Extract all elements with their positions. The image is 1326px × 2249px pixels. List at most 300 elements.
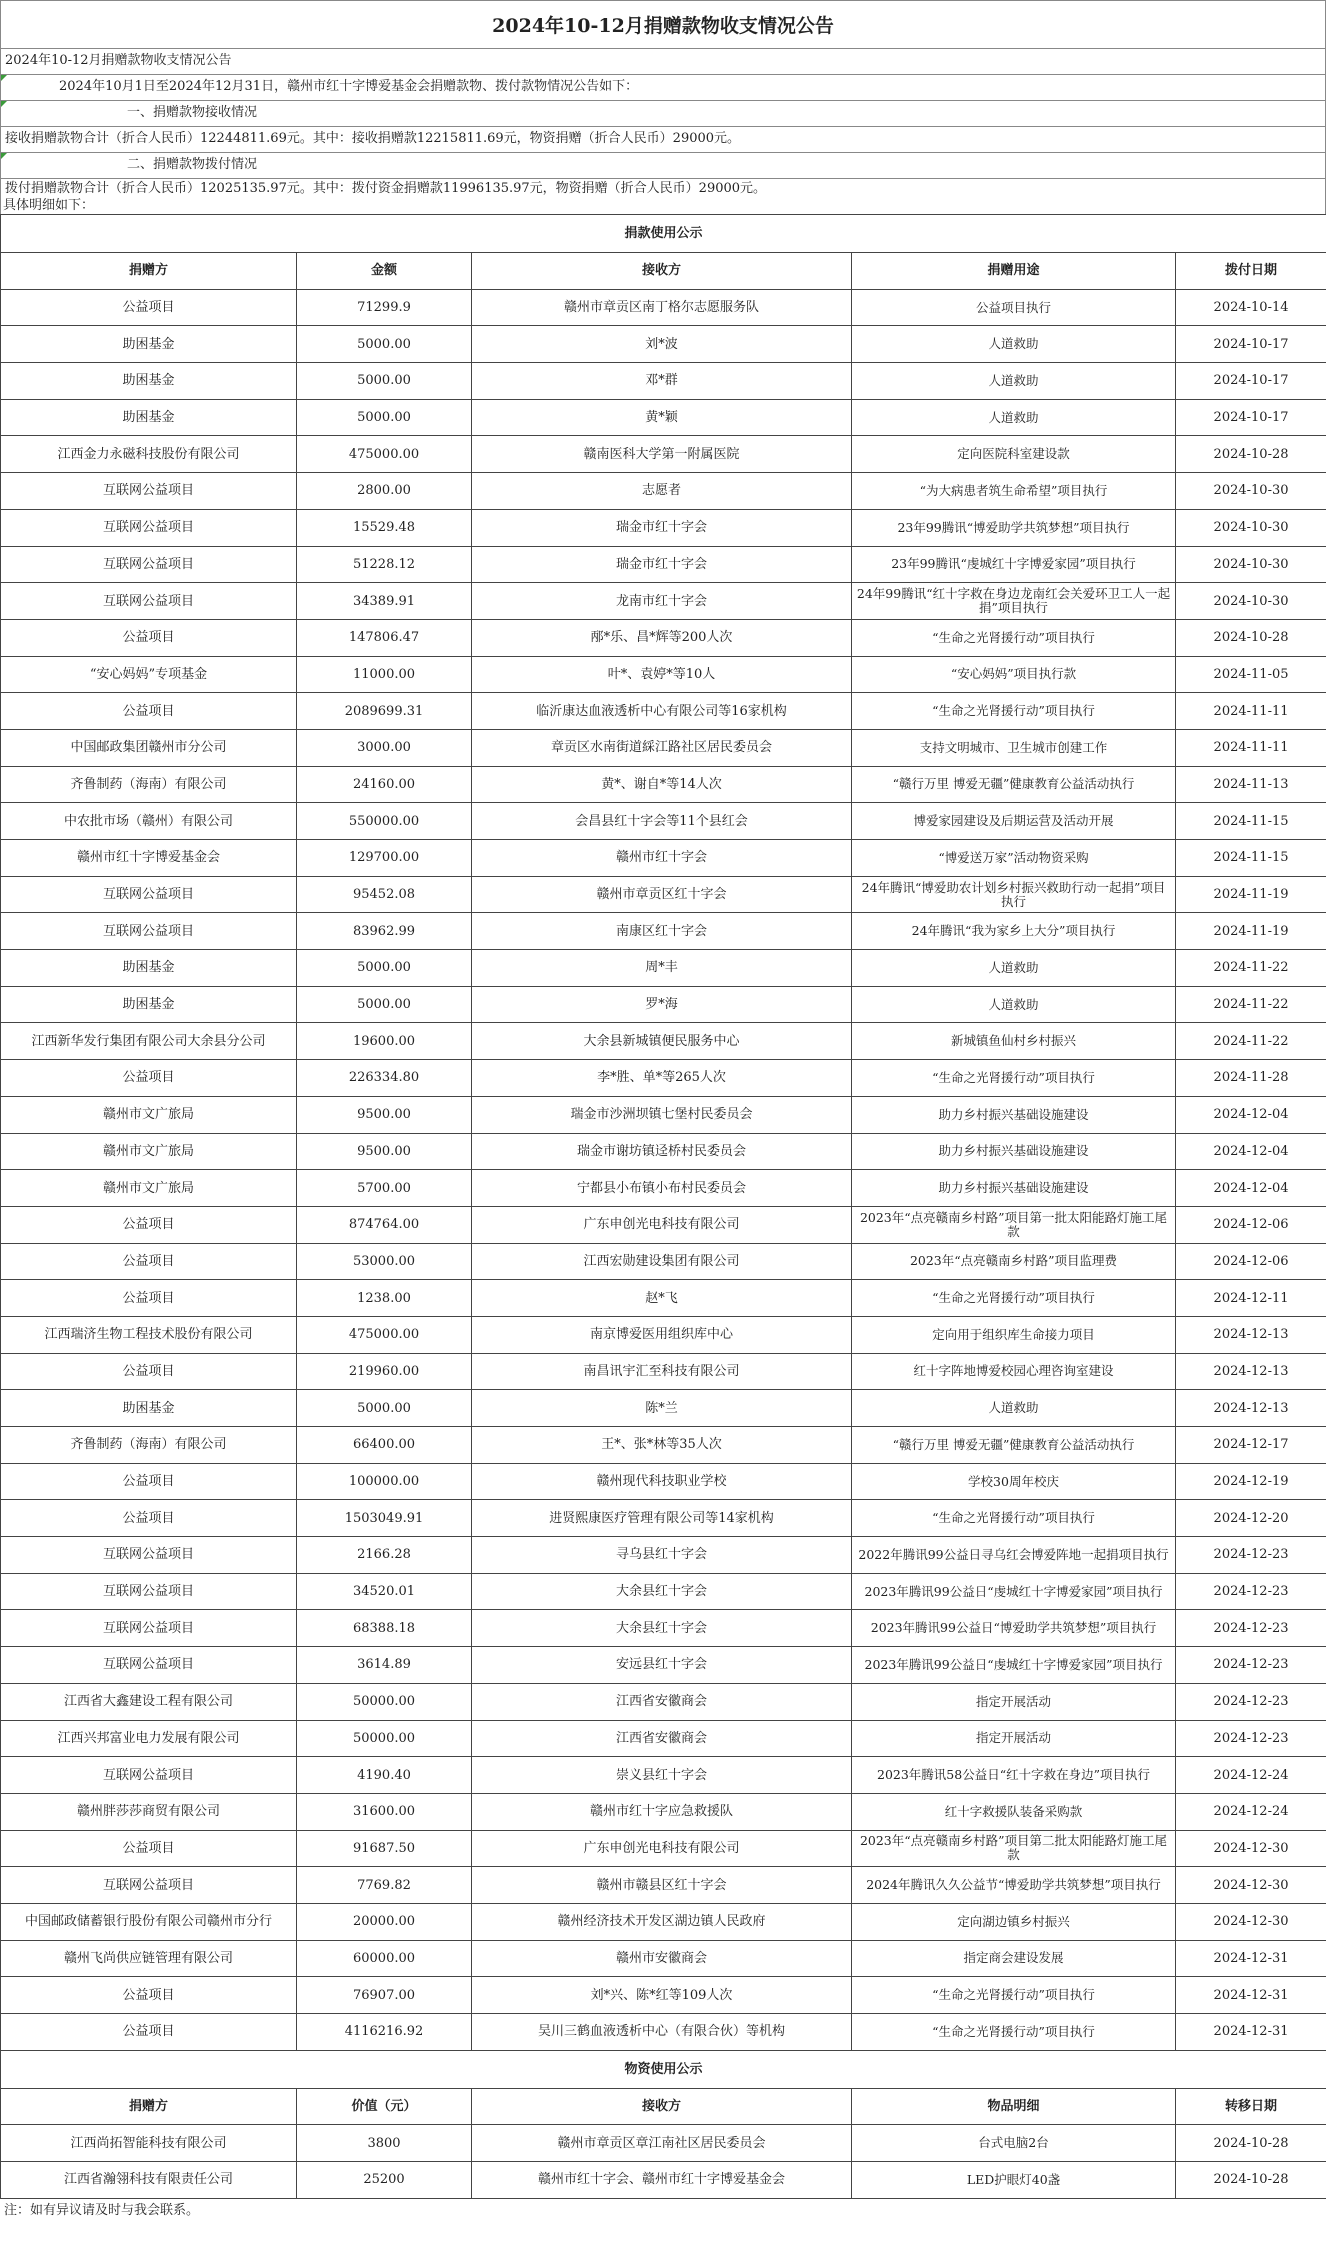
funds-cell-purpose: 2023年“点亮赣南乡村路”项目第二批太阳能路灯施工尾款	[852, 1830, 1176, 1867]
goods-cell-donor: 江西省瀚翎科技有限责任公司	[1, 2162, 297, 2199]
funds-cell-donor: 江西兴邦富业电力发展有限公司	[1, 1720, 297, 1757]
funds-row	[1, 693, 1326, 730]
funds-cell-donor: 助困基金	[1, 1390, 297, 1427]
funds-row	[1, 1683, 1326, 1720]
funds-cell-amount: 83962.99	[297, 913, 472, 950]
funds-cell-amount: 3000.00	[297, 729, 472, 766]
funds-header-donor: 捐赠方	[1, 253, 297, 290]
funds-cell-purpose: 定向医院科室建设款	[852, 436, 1176, 473]
funds-cell-amount: 550000.00	[297, 803, 472, 840]
funds-cell-amount: 7769.82	[297, 1867, 472, 1904]
goods-cell-recipient: 赣州市章贡区章江南社区居民委员会	[472, 2125, 852, 2162]
funds-cell-date: 2024-12-06	[1176, 1206, 1326, 1243]
funds-row	[1, 1463, 1326, 1500]
funds-cell-recipient: 吴川三鹤血液透析中心（有限合伙）等机构	[472, 2014, 852, 2051]
funds-cell-date: 2024-12-17	[1176, 1427, 1326, 1464]
funds-cell-amount: 5000.00	[297, 363, 472, 400]
funds-cell-purpose: 24年腾讯“我为家乡上大分”项目执行	[852, 913, 1176, 950]
funds-cell-donor: 公益项目	[1, 289, 297, 326]
funds-row	[1, 1610, 1326, 1647]
funds-cell-date: 2024-11-22	[1176, 986, 1326, 1023]
funds-cell-recipient: 志愿者	[472, 473, 852, 510]
funds-cell-date: 2024-11-22	[1176, 1023, 1326, 1060]
funds-cell-date: 2024-12-23	[1176, 1720, 1326, 1757]
funds-cell-date: 2024-11-15	[1176, 840, 1326, 877]
funds-row	[1, 986, 1326, 1023]
funds-cell-date: 2024-11-22	[1176, 950, 1326, 987]
funds-cell-amount: 4190.40	[297, 1757, 472, 1794]
funds-cell-donor: 公益项目	[1, 2014, 297, 2051]
funds-cell-amount: 50000.00	[297, 1683, 472, 1720]
funds-row	[1, 1940, 1326, 1977]
funds-cell-recipient: 南昌讯宇汇至科技有限公司	[472, 1353, 852, 1390]
funds-cell-date: 2024-11-05	[1176, 656, 1326, 693]
funds-cell-date: 2024-12-04	[1176, 1170, 1326, 1207]
funds-row	[1, 289, 1326, 326]
funds-cell-amount: 31600.00	[297, 1793, 472, 1830]
goods-header-donor: 捐赠方	[1, 2088, 297, 2125]
goods-cell-purpose: 台式电脑2台	[852, 2125, 1176, 2162]
funds-cell-recipient: 大余县新城镇便民服务中心	[472, 1023, 852, 1060]
funds-row	[1, 876, 1326, 913]
funds-row	[1, 546, 1326, 583]
funds-cell-purpose: “安心妈妈”项目执行款	[852, 656, 1176, 693]
funds-cell-recipient: 进贤熙康医疗管理有限公司等14家机构	[472, 1500, 852, 1537]
funds-cell-recipient: 黄*颖	[472, 399, 852, 436]
funds-row	[1, 1023, 1326, 1060]
funds-cell-donor: 中国邮政集团赣州市分公司	[1, 729, 297, 766]
funds-cell-amount: 1238.00	[297, 1280, 472, 1317]
funds-row	[1, 729, 1326, 766]
funds-cell-purpose: 学校30周年校庆	[852, 1463, 1176, 1500]
funds-row	[1, 1903, 1326, 1940]
funds-cell-recipient: 赣州市红十字会	[472, 840, 852, 877]
funds-cell-purpose: 人道救助	[852, 326, 1176, 363]
funds-cell-donor: 公益项目	[1, 619, 297, 656]
funds-cell-recipient: 叶*、袁婷*等10人	[472, 656, 852, 693]
funds-cell-recipient: 王*、张*林等35人次	[472, 1427, 852, 1464]
funds-cell-donor: 公益项目	[1, 1977, 297, 2014]
funds-cell-date: 2024-11-19	[1176, 876, 1326, 913]
funds-cell-amount: 20000.00	[297, 1903, 472, 1940]
funds-cell-recipient: 江西省安徽商会	[472, 1683, 852, 1720]
funds-cell-date: 2024-12-31	[1176, 1977, 1326, 2014]
funds-cell-date: 2024-12-11	[1176, 1280, 1326, 1317]
goods-cell-date: 2024-10-28	[1176, 2125, 1326, 2162]
funds-cell-date: 2024-11-13	[1176, 766, 1326, 803]
funds-cell-purpose: 24年腾讯“博爱助农计划乡村振兴救助行动一起捐”项目执行	[852, 876, 1176, 913]
funds-cell-purpose: “赣行万里 博爱无疆”健康教育公益活动执行	[852, 766, 1176, 803]
funds-section-title-row	[1, 215, 1326, 253]
funds-cell-amount: 95452.08	[297, 876, 472, 913]
funds-cell-date: 2024-10-28	[1176, 619, 1326, 656]
page-title: 2024年10-12月捐赠款物收支情况公告	[0, 0, 1326, 48]
funds-cell-date: 2024-10-30	[1176, 583, 1326, 620]
funds-cell-amount: 3614.89	[297, 1647, 472, 1684]
funds-cell-donor: 公益项目	[1, 1280, 297, 1317]
funds-cell-amount: 1503049.91	[297, 1500, 472, 1537]
funds-cell-date: 2024-12-24	[1176, 1757, 1326, 1794]
funds-cell-amount: 34389.91	[297, 583, 472, 620]
section2-text: 拨付捐赠款物合计（折合人民币）12025135.97元。其中：拨付资金捐赠款11996135.97元，物资捐赠（折合人民币）29000元。	[0, 178, 1326, 198]
funds-cell-purpose: 人道救助	[852, 363, 1176, 400]
funds-cell-donor: 助困基金	[1, 986, 297, 1023]
funds-row	[1, 1793, 1326, 1830]
funds-cell-donor: 赣州市红十字博爱基金会	[1, 840, 297, 877]
funds-cell-amount: 2166.28	[297, 1537, 472, 1574]
goods-header-items: 物品明细	[852, 2088, 1176, 2125]
funds-cell-donor: 齐鲁制药（海南）有限公司	[1, 766, 297, 803]
funds-cell-amount: 34520.01	[297, 1573, 472, 1610]
funds-row	[1, 840, 1326, 877]
goods-header-value: 价值（元）	[297, 2088, 472, 2125]
funds-cell-donor: 助困基金	[1, 326, 297, 363]
funds-cell-donor: 赣州飞尚供应链管理有限公司	[1, 1940, 297, 1977]
funds-cell-amount: 5000.00	[297, 326, 472, 363]
funds-cell-donor: 赣州市文广旅局	[1, 1170, 297, 1207]
funds-cell-amount: 475000.00	[297, 436, 472, 473]
funds-cell-amount: 100000.00	[297, 1463, 472, 1500]
funds-cell-recipient: 南京博爱医用组织库中心	[472, 1316, 852, 1353]
funds-cell-donor: 赣州胖莎莎商贸有限公司	[1, 1793, 297, 1830]
funds-row	[1, 1096, 1326, 1133]
funds-cell-donor: 赣州市文广旅局	[1, 1133, 297, 1170]
funds-cell-recipient: 江西宏勋建设集团有限公司	[472, 1243, 852, 1280]
funds-cell-purpose: 人道救助	[852, 986, 1176, 1023]
funds-cell-purpose: 助力乡村振兴基础设施建设	[852, 1170, 1176, 1207]
funds-row	[1, 803, 1326, 840]
funds-cell-donor: 公益项目	[1, 693, 297, 730]
funds-cell-amount: 51228.12	[297, 546, 472, 583]
funds-cell-amount: 129700.00	[297, 840, 472, 877]
funds-table	[0, 214, 1326, 2199]
footer-note: 注：如有异议请及时与我会联系。	[4, 2202, 200, 2218]
funds-row	[1, 1427, 1326, 1464]
funds-cell-date: 2024-12-13	[1176, 1353, 1326, 1390]
funds-cell-recipient: 赣州市赣县区红十字会	[472, 1867, 852, 1904]
funds-cell-donor: 助困基金	[1, 363, 297, 400]
funds-cell-purpose: 定向用于组织库生命接力项目	[852, 1316, 1176, 1353]
funds-cell-recipient: 寻乌县红十字会	[472, 1537, 852, 1574]
funds-row	[1, 1170, 1326, 1207]
funds-cell-date: 2024-10-30	[1176, 473, 1326, 510]
detail-label: 具体明细如下：	[0, 198, 1326, 214]
funds-cell-donor: 齐鲁制药（海南）有限公司	[1, 1427, 297, 1464]
funds-cell-donor: 互联网公益项目	[1, 1757, 297, 1794]
funds-cell-amount: 5000.00	[297, 399, 472, 436]
funds-cell-recipient: 赵*飞	[472, 1280, 852, 1317]
funds-cell-date: 2024-12-23	[1176, 1647, 1326, 1684]
funds-row	[1, 619, 1326, 656]
funds-cell-purpose: 红十字阵地博爱校园心理咨询室建设	[852, 1353, 1176, 1390]
funds-cell-amount: 53000.00	[297, 1243, 472, 1280]
funds-cell-recipient: 刘*波	[472, 326, 852, 363]
funds-cell-purpose: 人道救助	[852, 950, 1176, 987]
funds-row	[1, 1390, 1326, 1427]
funds-cell-donor: 互联网公益项目	[1, 1610, 297, 1647]
funds-cell-donor: 江西省大鑫建设工程有限公司	[1, 1683, 297, 1720]
funds-row	[1, 1060, 1326, 1097]
funds-cell-donor: 互联网公益项目	[1, 583, 297, 620]
funds-cell-recipient: 黄*、谢自*等14人次	[472, 766, 852, 803]
funds-cell-purpose: 2023年“点亮赣南乡村路”项目监理费	[852, 1243, 1176, 1280]
funds-cell-date: 2024-11-28	[1176, 1060, 1326, 1097]
funds-cell-amount: 68388.18	[297, 1610, 472, 1647]
funds-cell-recipient: 临沂康达血液透析中心有限公司等16家机构	[472, 693, 852, 730]
funds-cell-donor: 公益项目	[1, 1353, 297, 1390]
funds-cell-amount: 66400.00	[297, 1427, 472, 1464]
funds-cell-amount: 76907.00	[297, 1977, 472, 2014]
funds-cell-donor: 互联网公益项目	[1, 546, 297, 583]
funds-cell-purpose: 24年99腾讯“红十字救在身边龙南红会关爱环卫工人一起捐”项目执行	[852, 583, 1176, 620]
funds-cell-donor: 江西瑞济生物工程技术股份有限公司	[1, 1316, 297, 1353]
funds-cell-recipient: 江西省安徽商会	[472, 1720, 852, 1757]
funds-cell-amount: 5000.00	[297, 1390, 472, 1427]
funds-cell-purpose: 指定商会建设发展	[852, 1940, 1176, 1977]
funds-cell-donor: 互联网公益项目	[1, 509, 297, 546]
funds-row	[1, 656, 1326, 693]
funds-cell-purpose: 2023年“点亮赣南乡村路”项目第一批太阳能路灯施工尾款	[852, 1206, 1176, 1243]
funds-row	[1, 326, 1326, 363]
funds-cell-recipient: 赣州市章贡区红十字会	[472, 876, 852, 913]
funds-cell-date: 2024-12-13	[1176, 1316, 1326, 1353]
funds-cell-amount: 475000.00	[297, 1316, 472, 1353]
funds-cell-date: 2024-12-23	[1176, 1573, 1326, 1610]
funds-cell-date: 2024-12-31	[1176, 1940, 1326, 1977]
funds-cell-date: 2024-12-31	[1176, 2014, 1326, 2051]
funds-cell-purpose: “博爱送万家”活动物资采购	[852, 840, 1176, 877]
funds-cell-amount: 11000.00	[297, 656, 472, 693]
funds-cell-date: 2024-12-20	[1176, 1500, 1326, 1537]
goods-section-title: 物资使用公示	[1, 2050, 1326, 2088]
funds-cell-donor: 公益项目	[1, 1060, 297, 1097]
funds-cell-recipient: 赣州经济技术开发区湖边镇人民政府	[472, 1903, 852, 1940]
funds-cell-purpose: 新城镇鱼仙村乡村振兴	[852, 1023, 1176, 1060]
funds-row	[1, 473, 1326, 510]
funds-cell-recipient: 李*胜、单*等265人次	[472, 1060, 852, 1097]
funds-cell-purpose: 公益项目执行	[852, 289, 1176, 326]
goods-header-row	[1, 2088, 1326, 2125]
funds-cell-donor: 互联网公益项目	[1, 876, 297, 913]
funds-cell-amount: 4116216.92	[297, 2014, 472, 2051]
funds-cell-date: 2024-11-11	[1176, 729, 1326, 766]
funds-cell-purpose: 2023年腾讯99公益日“博爱助学共筑梦想”项目执行	[852, 1610, 1176, 1647]
goods-header-recipient: 接收方	[472, 2088, 852, 2125]
funds-row	[1, 1757, 1326, 1794]
funds-cell-donor: “安心妈妈”专项基金	[1, 656, 297, 693]
funds-row	[1, 1977, 1326, 2014]
funds-cell-date: 2024-12-30	[1176, 1903, 1326, 1940]
funds-cell-date: 2024-10-14	[1176, 289, 1326, 326]
funds-cell-donor: 互联网公益项目	[1, 1647, 297, 1684]
funds-cell-donor: 公益项目	[1, 1206, 297, 1243]
funds-cell-recipient: 广东申创光电科技有限公司	[472, 1830, 852, 1867]
goods-cell-purpose: LED护眼灯40盏	[852, 2162, 1176, 2199]
funds-cell-purpose: 2023年腾讯99公益日“虔城红十字博爱家园”项目执行	[852, 1573, 1176, 1610]
funds-cell-amount: 19600.00	[297, 1023, 472, 1060]
funds-cell-purpose: “生命之光肾援行动”项目执行	[852, 2014, 1176, 2051]
funds-cell-purpose: 助力乡村振兴基础设施建设	[852, 1133, 1176, 1170]
goods-cell-recipient: 赣州市红十字会、赣州市红十字博爱基金会	[472, 2162, 852, 2199]
funds-row	[1, 363, 1326, 400]
goods-section-title-row	[1, 2050, 1326, 2088]
funds-cell-date: 2024-10-17	[1176, 363, 1326, 400]
funds-row	[1, 1280, 1326, 1317]
goods-header-date: 转移日期	[1176, 2088, 1326, 2125]
funds-cell-date: 2024-12-24	[1176, 1793, 1326, 1830]
funds-cell-purpose: 红十字救援队装备采购款	[852, 1793, 1176, 1830]
funds-cell-recipient: 赣州市安徽商会	[472, 1940, 852, 1977]
funds-cell-date: 2024-11-15	[1176, 803, 1326, 840]
funds-row	[1, 1647, 1326, 1684]
funds-cell-recipient: 刘*兴、陈*红等109人次	[472, 1977, 852, 2014]
funds-cell-date: 2024-10-28	[1176, 436, 1326, 473]
funds-header-purpose: 捐赠用途	[852, 253, 1176, 290]
goods-cell-date: 2024-10-28	[1176, 2162, 1326, 2199]
funds-cell-purpose: 2023年腾讯99公益日“虔城红十字博爱家园”项目执行	[852, 1647, 1176, 1684]
funds-cell-purpose: 2022年腾讯99公益日寻乌红会博爱阵地一起捐项目执行	[852, 1537, 1176, 1574]
funds-row	[1, 1573, 1326, 1610]
funds-cell-purpose: 2023年腾讯58公益日“红十字救在身边”项目执行	[852, 1757, 1176, 1794]
funds-cell-recipient: 宁都县小布镇小布村民委员会	[472, 1170, 852, 1207]
funds-row	[1, 1830, 1326, 1867]
funds-cell-amount: 5000.00	[297, 950, 472, 987]
funds-cell-donor: 公益项目	[1, 1463, 297, 1500]
funds-cell-purpose: 支持文明城市、卫生城市创建工作	[852, 729, 1176, 766]
funds-row	[1, 1206, 1326, 1243]
funds-row	[1, 2014, 1326, 2051]
funds-cell-date: 2024-12-23	[1176, 1537, 1326, 1574]
funds-header-row	[1, 253, 1326, 290]
funds-row	[1, 1353, 1326, 1390]
funds-cell-purpose: “生命之光肾援行动”项目执行	[852, 619, 1176, 656]
funds-cell-donor: 助困基金	[1, 950, 297, 987]
funds-cell-donor: 江西新华发行集团有限公司大余县分公司	[1, 1023, 297, 1060]
funds-cell-recipient: 罗*海	[472, 986, 852, 1023]
funds-cell-purpose: “为大病患者筑生命希望”项目执行	[852, 473, 1176, 510]
funds-cell-purpose: 指定开展活动	[852, 1683, 1176, 1720]
funds-cell-date: 2024-12-06	[1176, 1243, 1326, 1280]
funds-cell-recipient: 赣南医科大学第一附属医院	[472, 436, 852, 473]
funds-row	[1, 1243, 1326, 1280]
funds-row	[1, 1720, 1326, 1757]
funds-cell-date: 2024-10-17	[1176, 399, 1326, 436]
funds-cell-recipient: 瑞金市红十字会	[472, 509, 852, 546]
funds-cell-date: 2024-11-11	[1176, 693, 1326, 730]
subtitle: 2024年10-12月捐赠款物收支情况公告	[0, 48, 1326, 72]
funds-cell-purpose: 定向湖边镇乡村振兴	[852, 1903, 1176, 1940]
funds-cell-donor: 公益项目	[1, 1830, 297, 1867]
funds-cell-purpose: “生命之光肾援行动”项目执行	[852, 1977, 1176, 2014]
funds-cell-amount: 5000.00	[297, 986, 472, 1023]
funds-row	[1, 913, 1326, 950]
funds-row	[1, 436, 1326, 473]
goods-cell-donor: 江西尚拓智能科技有限公司	[1, 2125, 297, 2162]
funds-cell-recipient: 瑞金市沙洲坝镇七堡村民委员会	[472, 1096, 852, 1133]
funds-cell-date: 2024-12-30	[1176, 1867, 1326, 1904]
funds-cell-purpose: 人道救助	[852, 1390, 1176, 1427]
funds-cell-amount: 2089699.31	[297, 693, 472, 730]
funds-cell-date: 2024-12-19	[1176, 1463, 1326, 1500]
funds-cell-donor: 互联网公益项目	[1, 1537, 297, 1574]
funds-cell-recipient: 赣州市红十字应急救援队	[472, 1793, 852, 1830]
funds-cell-purpose: 2024年腾讯久久公益节“博爱助学共筑梦想”项目执行	[852, 1867, 1176, 1904]
funds-cell-recipient: 章贡区水南街道綵江路社区居民委员会	[472, 729, 852, 766]
funds-cell-purpose: 博爱家园建设及后期运营及活动开展	[852, 803, 1176, 840]
funds-row	[1, 1867, 1326, 1904]
funds-cell-purpose: 人道救助	[852, 399, 1176, 436]
funds-cell-date: 2024-10-17	[1176, 326, 1326, 363]
funds-cell-purpose: “赣行万里 博爱无疆”健康教育公益活动执行	[852, 1427, 1176, 1464]
funds-cell-amount: 91687.50	[297, 1830, 472, 1867]
funds-cell-donor: 互联网公益项目	[1, 913, 297, 950]
funds-cell-amount: 226334.80	[297, 1060, 472, 1097]
funds-cell-date: 2024-12-04	[1176, 1096, 1326, 1133]
funds-row	[1, 1500, 1326, 1537]
funds-cell-donor: 互联网公益项目	[1, 1573, 297, 1610]
funds-cell-donor: 赣州市文广旅局	[1, 1096, 297, 1133]
funds-cell-amount: 71299.9	[297, 289, 472, 326]
funds-cell-recipient: 瑞金市谢坊镇迳桥村民委员会	[472, 1133, 852, 1170]
funds-row	[1, 509, 1326, 546]
funds-cell-recipient: 广东申创光电科技有限公司	[472, 1206, 852, 1243]
funds-section-title: 捐款使用公示	[1, 215, 1326, 253]
funds-cell-purpose: “生命之光肾援行动”项目执行	[852, 1280, 1176, 1317]
funds-cell-purpose: “生命之光肾援行动”项目执行	[852, 1060, 1176, 1097]
funds-cell-purpose: 助力乡村振兴基础设施建设	[852, 1096, 1176, 1133]
funds-cell-donor: 助困基金	[1, 399, 297, 436]
funds-cell-amount: 147806.47	[297, 619, 472, 656]
funds-cell-purpose: “生命之光肾援行动”项目执行	[852, 1500, 1176, 1537]
goods-cell-amount: 3800	[297, 2125, 472, 2162]
goods-cell-amount: 25200	[297, 2162, 472, 2199]
funds-cell-amount: 9500.00	[297, 1096, 472, 1133]
funds-cell-recipient: 邴*乐、昌*辉等200人次	[472, 619, 852, 656]
funds-cell-date: 2024-12-23	[1176, 1683, 1326, 1720]
funds-cell-date: 2024-12-13	[1176, 1390, 1326, 1427]
funds-cell-date: 2024-12-23	[1176, 1610, 1326, 1647]
funds-cell-recipient: 赣州市章贡区南丁格尔志愿服务队	[472, 289, 852, 326]
section1-text: 接收捐赠款物合计（折合人民币）12244811.69元。其中：接收捐赠款12215811.69元，物资捐赠（折合人民币）29000元。	[0, 126, 1326, 150]
funds-cell-amount: 2800.00	[297, 473, 472, 510]
intro-text: 2024年10月1日至2024年12月31日，赣州市红十字博爱基金会捐赠款物、拨付款物情况公告如下：	[0, 74, 1326, 98]
funds-cell-recipient: 大余县红十字会	[472, 1610, 852, 1647]
funds-cell-recipient: 会昌县红十字会等11个县红会	[472, 803, 852, 840]
funds-cell-date: 2024-10-30	[1176, 546, 1326, 583]
funds-header-recipient: 接收方	[472, 253, 852, 290]
goods-row	[1, 2162, 1326, 2199]
funds-cell-recipient: 陈*兰	[472, 1390, 852, 1427]
funds-cell-recipient: 龙南市红十字会	[472, 583, 852, 620]
funds-cell-donor: 中国邮政储蓄银行股份有限公司赣州市分行	[1, 1903, 297, 1940]
funds-row	[1, 950, 1326, 987]
funds-cell-amount: 9500.00	[297, 1133, 472, 1170]
funds-cell-recipient: 周*丰	[472, 950, 852, 987]
funds-cell-amount: 15529.48	[297, 509, 472, 546]
funds-cell-recipient: 瑞金市红十字会	[472, 546, 852, 583]
funds-cell-date: 2024-12-04	[1176, 1133, 1326, 1170]
funds-cell-recipient: 南康区红十字会	[472, 913, 852, 950]
funds-cell-donor: 互联网公益项目	[1, 1867, 297, 1904]
funds-cell-amount: 50000.00	[297, 1720, 472, 1757]
funds-cell-recipient: 大余县红十字会	[472, 1573, 852, 1610]
funds-cell-date: 2024-12-30	[1176, 1830, 1326, 1867]
funds-cell-donor: 公益项目	[1, 1500, 297, 1537]
funds-cell-donor: 江西金力永磁科技股份有限公司	[1, 436, 297, 473]
funds-row	[1, 399, 1326, 436]
funds-row	[1, 1537, 1326, 1574]
funds-cell-recipient: 安远县红十字会	[472, 1647, 852, 1684]
